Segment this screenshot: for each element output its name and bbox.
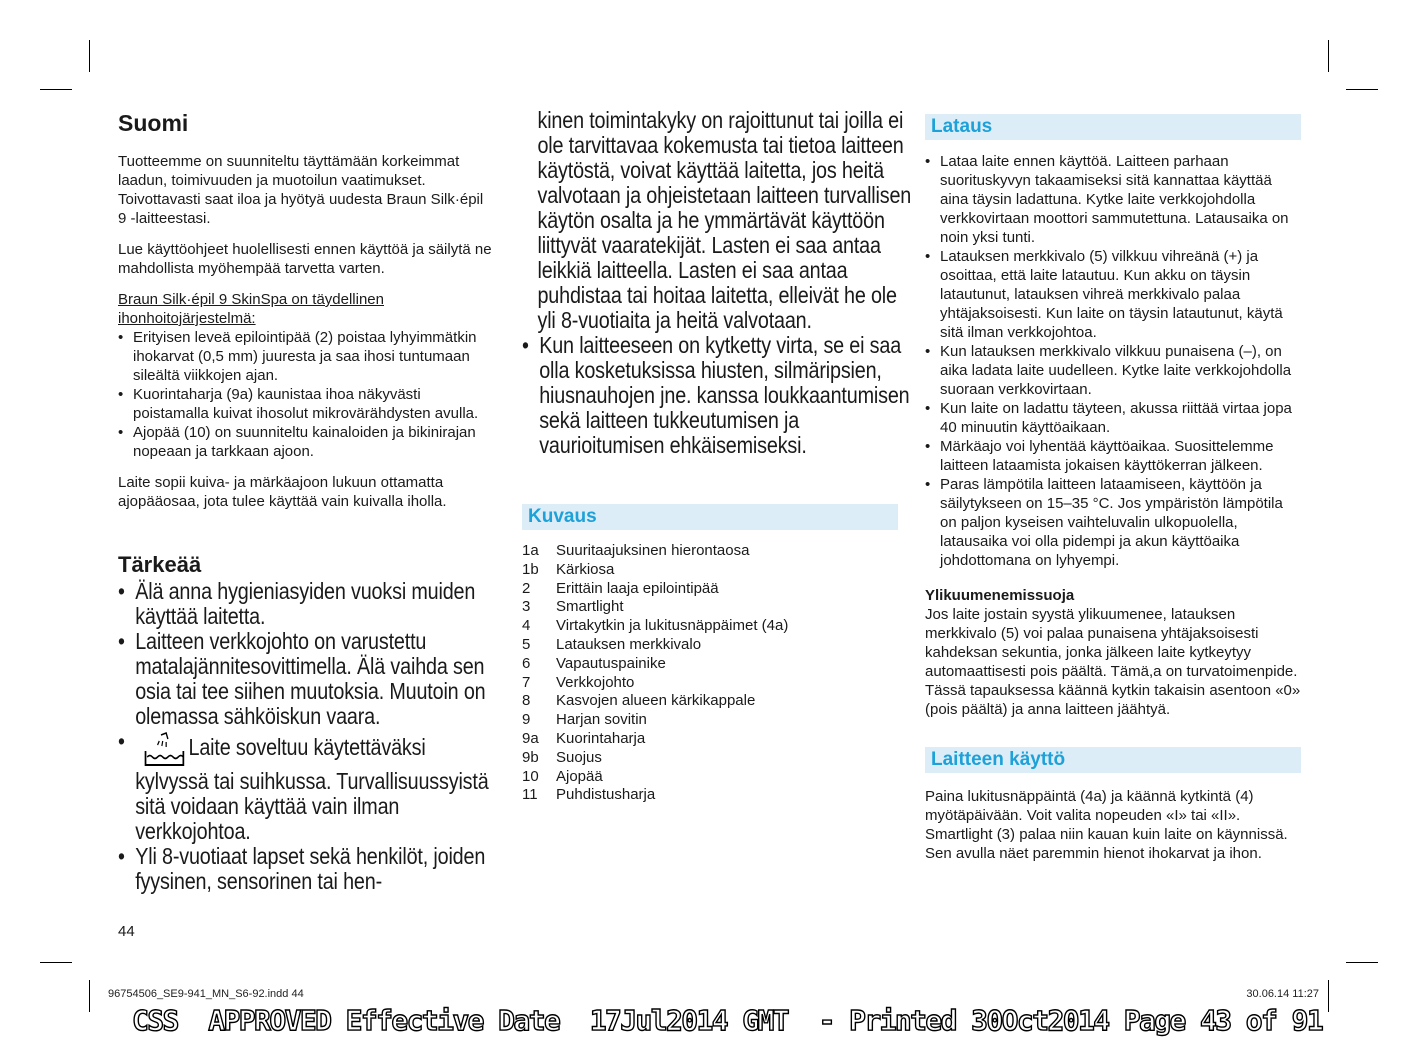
- column-middle: [522, 107, 912, 805]
- part-number: 9b: [522, 748, 539, 766]
- lataus-heading: Lataus: [925, 114, 1301, 140]
- parts-list: [522, 542, 788, 805]
- list-item: • Älä anna hygieniasyiden vuoksi muiden käyttää laitetta.: [118, 579, 496, 629]
- bath-shower-icon: [144, 729, 185, 769]
- page-title: Suomi: [118, 110, 189, 136]
- part-number: 2: [522, 579, 531, 597]
- bath-text: Laite soveltuu käytettäväksi kylvyssä tai suihkussa. Turvallisuussyistä sitä voidaan käyttää vain ilman verkkojohtoa.: [135, 734, 489, 844]
- intro-paragraph: Tuotteemme on suunniteltu täyttämään korkeimmat laadun, toimivuuden ja muotoilun vaatimukset. Toivottavasti saat iloa ja hyötyä uudesta Braun Silk·épil 9 -laitteestasi.: [118, 153, 484, 227]
- table-row: [522, 674, 788, 693]
- column-right: [925, 114, 1301, 875]
- part-number: 1b: [522, 560, 539, 578]
- part-number: 5: [522, 635, 531, 653]
- part-number: 3: [522, 598, 531, 616]
- important-heading: Tärkeää: [118, 552, 202, 577]
- list-item: • Erityisen leveä epilointipää (2) poistaa lyhyimmätkin ihokarvat (0,5 mm) juuresta ja saa ihosi tuntumaan sileältä viikkojen ajan.: [118, 328, 493, 385]
- table-row: [522, 711, 788, 730]
- part-label: Suuritaajuksinen hierontaosa: [556, 542, 750, 559]
- part-number: 11: [522, 786, 538, 804]
- list-item: • Lataa laite ennen käyttöä. Laitteen parhaan suorituskyvyn takaamiseksi sitä kannattaa käyttää aina täysin ladattuna. Kytke laite verkkojohdolla verkkovirtaan moottori sammutettuna. Latausaika on noin yksi tunti.: [925, 152, 1301, 247]
- crop-mark: [1328, 40, 1329, 72]
- part-label: Kärkiosa: [556, 560, 615, 578]
- table-row: [522, 598, 788, 617]
- list-item: • Kun laite on ladattu täyteen, akussa riittää virtaa jopa 40 minuutin käyttöaikaan.: [925, 399, 1301, 437]
- table-row: [522, 561, 788, 580]
- list-item: • Märkäajo voi lyhentää käyttöaikaa. Suosittelemme laitteen lataamista jokaisen käyttökerran jälkeen.: [925, 437, 1301, 475]
- part-label: Virtakytkin ja lukitusnäppäimet (4a): [556, 617, 789, 635]
- part-label: Smartlight: [556, 598, 624, 616]
- list-item: • Ajopää (10) on suunniteltu kainaloiden ja bikinirajan nopeaan ja tarkkaan ajoon.: [118, 423, 493, 461]
- part-number: 4: [522, 617, 531, 635]
- feature-list: [118, 328, 493, 461]
- crop-mark: [1346, 962, 1378, 963]
- part-label: Erittäin laaja epilointipää: [556, 579, 719, 597]
- part-label: Latauksen merkkivalo: [556, 635, 702, 653]
- part-label: Vapautuspainike: [556, 654, 666, 672]
- list-item: • Paras lämpötila laitteen lataamiseen, käyttöön ja säilytykseen on 15–35 °C. Jos ympäristön lämpötila on paljon kyseisen vaihteluvalin ulkopuolella, latausaika voi olla pidempi ja akun käyttöaika johdottomana on lyhyempi.: [925, 475, 1301, 570]
- part-number: 10: [522, 767, 539, 785]
- part-number: 8: [522, 692, 531, 710]
- crop-mark: [40, 962, 72, 963]
- important-list: [118, 579, 496, 894]
- table-row: [522, 617, 788, 636]
- part-label: Harjan sovitin: [556, 711, 647, 729]
- table-row: [522, 749, 788, 768]
- list-item: • Kun laitteeseen on kytketty virta, se ei saa olla kosketuksissa hiusten, silmäripsien, hiusnauhojen jne. kanssa loukkaantumisen sekä laitteen tukkeutumisen ja vaurioitumisen ehkäisemiseksi.: [522, 333, 916, 458]
- power-warning-list: [522, 333, 916, 458]
- part-number: 6: [522, 654, 531, 672]
- table-row: [522, 636, 788, 655]
- part-label: Verkkojohto: [556, 673, 635, 691]
- column-left: [118, 108, 493, 894]
- overheat-heading: Ylikuumenemissuoja: [925, 587, 1075, 604]
- footer-date: 30.06.14 11:27: [1246, 988, 1319, 1000]
- page-number: 44: [118, 923, 135, 940]
- crop-mark: [1346, 89, 1378, 90]
- table-row: [522, 580, 788, 599]
- list-item: • Laitteen verkkojohto on varustettu matalajännitesovittimella. Älä vaihda sen osia tai tee siihen muutoksia. Muutoin on olemassa sähköiskun vaara.: [118, 629, 496, 729]
- part-label: Suojus: [556, 748, 602, 766]
- list-item: [118, 729, 496, 844]
- crop-mark: [89, 980, 90, 1012]
- usage-paragraph: Paina lukitusnäppäintä (4a) ja käännä kytkintä (4) myötäpäivään. Voit valita nopeuden «I» tai «II». Smartlight (3) palaa niin kauan kuin laite on käynnissä. Sen avulla näet paremmin hienot ihokarvat ja ihon.: [925, 788, 1288, 862]
- children-continuation: kinen toimintakyky on rajoittunut tai joilla ei ole tarvittavaa kokemusta tai tietoa laitteen käytöstä, voivat käyttää laitetta, jos heitä valvotaan ja ohjeistetaan laitteen turvallisen käytön osalta ja he ymmärtävät käyttöön liittyvät vaaratekijät. Lasten ei saa antaa leikkiä laitteella. Lasten ei saa antaa puhdistaa tai hoitaa laitetta, elleivät he ole yli 8-vuotiaita ja heitä valvotaan.: [537, 107, 912, 333]
- table-row: [522, 692, 788, 711]
- overheat-paragraph: Jos laite jostain syystä ylikuumenee, latauksen merkkivalo (5) voi palaa punaisena yhtäjaksoisesti kahdeksan sekuntia, jonka jälkeen laite kytkeytyy automaattisesti pois päältä. Tämä,a on turvatoimenpide. Tässä tapauksessa käännä kytkin takaisin asentoon «0» (pois päältä) ja anna laitteen jäähtyä.: [925, 606, 1301, 718]
- footer-file-info: 96754506_SE9-941_MN_S6-92.indd 44: [108, 988, 304, 1000]
- list-item: • Yli 8-vuotiaat lapset sekä henkilöt, joiden fyysinen, sensorinen tai hen-: [118, 844, 496, 894]
- table-row: [522, 655, 788, 674]
- list-item: • Latauksen merkkivalo (5) vilkkuu vihreänä (+) ja osoittaa, että laite latautuu. Kun akku on täysin latautunut, latauksen vihreä merkkivalo palaa yhtäjaksoisesti. Kun laite on täysin latautunut, käytä sitä ilman verkkojohtoa.: [925, 247, 1301, 342]
- part-label: Kuorintaharja: [556, 729, 646, 747]
- table-row: [522, 768, 788, 787]
- usage-heading: Laitteen käyttö: [925, 747, 1301, 773]
- wet-dry-paragraph: Laite sopii kuiva- ja märkäajoon lukuun ottamatta ajopääosaa, jota tulee käyttää vain kuivalla iholla.: [118, 474, 447, 510]
- table-row: [522, 730, 788, 749]
- part-label: Kasvojen alueen kärkikappale: [556, 692, 756, 710]
- list-item: • Kun latauksen merkkivalo vilkkuu punaisena (–), on aika ladata laite uudelleen. Kytke laite verkkojohdolla suoraan verkkovirtaan.: [925, 342, 1301, 399]
- crop-mark: [1328, 980, 1329, 1012]
- approval-stamp: CSS APPROVED Effective Date 17Jul2014 GMT - Printed 30Oct2014 Page 43 of 91: [132, 1004, 1323, 1037]
- part-number: 7: [522, 673, 531, 691]
- system-heading: Braun Silk·épil 9 SkinSpa on täydellinen ihonhoitojärjestelmä:: [118, 291, 384, 327]
- charging-list: [925, 152, 1301, 570]
- crop-mark: [40, 89, 72, 90]
- part-number: 9: [522, 711, 531, 729]
- crop-mark: [89, 40, 90, 72]
- part-label: Puhdistusharja: [556, 786, 656, 804]
- continuation-text: [522, 108, 916, 458]
- list-item: • Kuorintaharja (9a) kaunistaa ihoa näkyvästi poistamalla kuivat ihosolut mikrovärähdysten avulla.: [118, 385, 493, 423]
- part-number: 9a: [522, 729, 539, 747]
- part-label: Ajopää: [556, 767, 603, 785]
- important-block: [118, 579, 496, 894]
- read-instructions-paragraph: Lue käyttöohjeet huolellisesti ennen käyttöä ja säilytä ne mahdollista myöhempää tarvetta varten.: [118, 241, 492, 277]
- table-row: [522, 786, 788, 805]
- table-row: [522, 542, 788, 561]
- kuvaus-heading: Kuvaus: [522, 504, 898, 530]
- part-number: 1a: [522, 542, 539, 559]
